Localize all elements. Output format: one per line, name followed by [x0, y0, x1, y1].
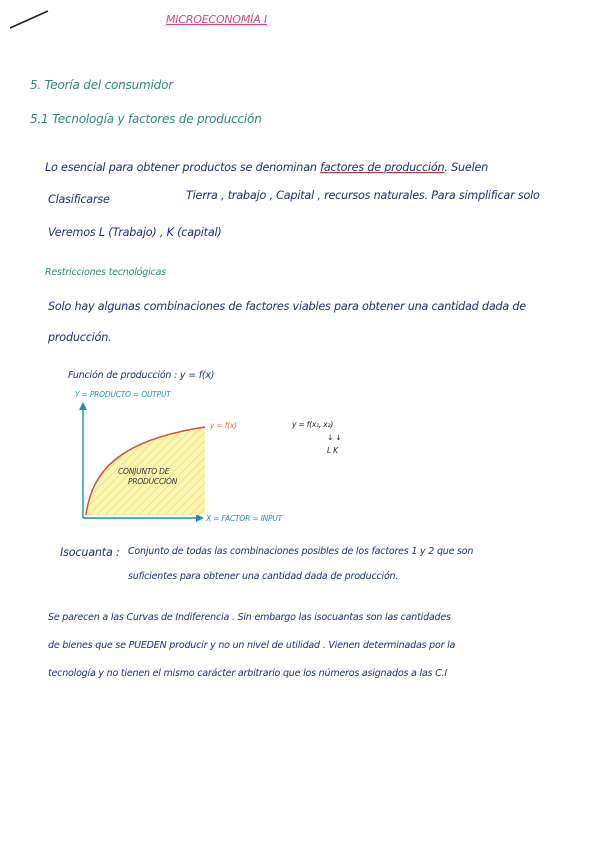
side-vars: L K: [327, 446, 338, 455]
figure-title: Función de producción : y = f(x): [68, 370, 215, 381]
side-arrows: ↓ ↓: [327, 433, 342, 442]
side-formula: y = f(x₁, x₂): [292, 420, 334, 429]
x-axis-arrow: [196, 514, 204, 522]
para1-line1: [45, 161, 488, 174]
subsection-heading: 5.1 Tecnología y factores de producción: [30, 112, 262, 126]
figure-region-label-2: PRODUCCIÓN: [128, 477, 178, 486]
isocuanta-line2: suficientes para obtener una cantidad dada de producción.: [128, 571, 399, 582]
para2-line2: producción.: [48, 331, 112, 344]
page-title: MICROECONOMÍA I: [166, 13, 267, 26]
para1-line2b: Tierra , trabajo , Capital , recursos naturales. Para simplificar solo: [186, 189, 540, 202]
pen-stroke: [10, 11, 48, 28]
figure-x-label: X = FACTOR = INPUT: [206, 514, 282, 523]
para3-line2: de bienes que se PUEDEN producir y no un nivel de utilidad . Vienen determinadas por la: [48, 640, 456, 651]
y-axis-arrow: [79, 402, 87, 410]
figure-region-label-1: CONJUNTO DE: [118, 467, 170, 476]
isocuanta-line1: Conjunto de todas las combinaciones posibles de los factores 1 y 2 que son: [128, 546, 474, 557]
figure-y-label: Y = PRODUCTO = OUTPUT: [75, 390, 171, 399]
subheading-restrictions: Restricciones tecnológicas: [45, 267, 166, 278]
section-heading: 5. Teoría del consumidor: [30, 78, 173, 92]
para1-highlight: factores de producción: [320, 161, 445, 174]
para3-line1: Se parecen a las Curvas de Indiferencia . Sin embargo las isocuantas son las cantidades: [48, 612, 451, 623]
para1-text: Lo esencial para obtener productos se denominan: [45, 161, 317, 174]
para1-line3: Veremos L (Trabajo) , K (capital): [48, 226, 222, 239]
para1-text-end: . Suelen: [444, 161, 489, 174]
para3-line3: tecnología y no tienen el mismo carácter arbitrario que los números asignados a las C.I: [48, 668, 447, 679]
figure-curve-label: y = f(x): [210, 421, 237, 430]
isocuanta-term: Isocuanta :: [60, 546, 120, 559]
para2-line1: Solo hay algunas combinaciones de factores viables para obtener una cantidad dada de: [48, 300, 526, 313]
para1-line2a: Clasificarse: [48, 193, 110, 206]
